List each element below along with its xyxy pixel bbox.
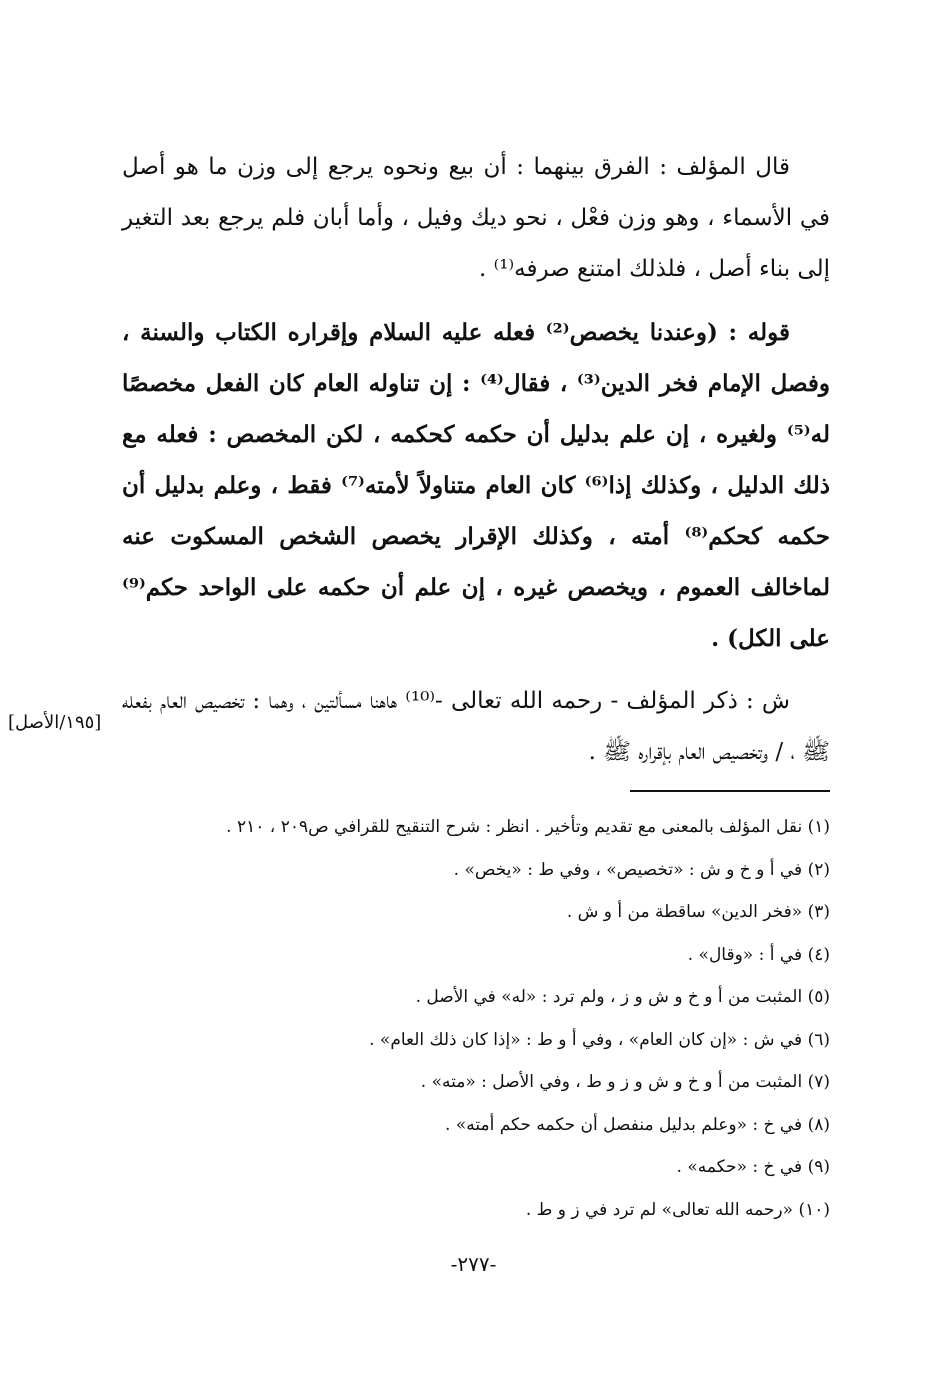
paragraph-author-statement: قال المؤلف : الفرق بينهما : أن بيع ونحوه يرجع إلى وزن ما هو أصل في الأسماء ، وهو وزن فعْل ، نحو ديك وفيل ، وأما أبان فلم يرجع بعد التغير إلى بناء أصل ، فلذلك امتنع صرفه⁽¹⁾ .	[122, 154, 830, 282]
paragraph-commentary: ش : ذكر المؤلف - رحمه الله تعالى -⁽¹⁰⁾ هاهنا مسألتين ، وهما : تخصيص العام بفعله ﷺ ، / وتخصيص العام بإقراره ﷺ .	[122, 688, 830, 765]
main-text	[122, 142, 830, 790]
page-number: -٢٧٧-	[450, 1252, 497, 1276]
footnote: (٩) في خ : «حكمه» .	[676, 1157, 830, 1177]
footnote: (٥) المثبت من أ و خ و ش و ز ، ولم ترد : «له» في الأصل .	[415, 987, 830, 1007]
footnote: (٢) في أ و خ و ش : «تخصيص» ، وفي ط : «يخص» .	[453, 859, 830, 880]
footnote-divider	[630, 790, 830, 792]
footnote: (١٠) «رحمه الله تعالى» لم ترد في ز و ط .	[525, 1199, 830, 1220]
footnote: (١) نقل المؤلف بالمعنى مع تقديم وتأخير . انظر : شرح التنقيح للقرافي ص٢٠٩ ، ٢١٠ .	[226, 817, 830, 837]
footnote: (٨) في خ : «وعلم بدليل منفصل أن حكمه حكم أمته» .	[445, 1114, 830, 1135]
paragraph-quoted-text: قوله : (وعندنا يخصص⁽²⁾ فعله عليه السلام وإقراره الكتاب والسنة ، وفصل الإمام فخر الدين⁽³⁾ ، فقال⁽⁴⁾ : إن تناوله العام كان الفعل مخصصًا له⁽⁵⁾ ولغيره ، إن علم بدليل أن حكمه كحكمه ، لكن المخصص : فعله مع ذلك الدليل ، وكذلك إذا⁽⁶⁾ كان العام متناولاً لأمته⁽⁷⁾ فقط ، وعلم بدليل أن حكمه كحكم⁽⁸⁾ أمته ، وكذلك الإقرار يخصص الشخص المسكوت عنه لماخالف العموم ، ويخصص غيره ، إن علم أن حكمه على الواحد حكم⁽⁹⁾ على الكل) .	[122, 319, 831, 652]
footnotes	[122, 806, 830, 1231]
margin-reference: [١٩٥/الأصل]	[8, 712, 102, 733]
footnote: (٦) في ش : «إن كان العام» ، وفي أ و ط : «إذا كان ذلك العام» .	[369, 1029, 830, 1050]
footnote: (٤) في أ : «وقال» .	[687, 944, 830, 965]
footnote: (٧) المثبت من أ و خ و ش و ز و ط ، وفي الأصل : «مته» .	[420, 1072, 830, 1092]
footnote: (٣) «فخر الدين» ساقطة من أ و ش .	[566, 902, 830, 922]
